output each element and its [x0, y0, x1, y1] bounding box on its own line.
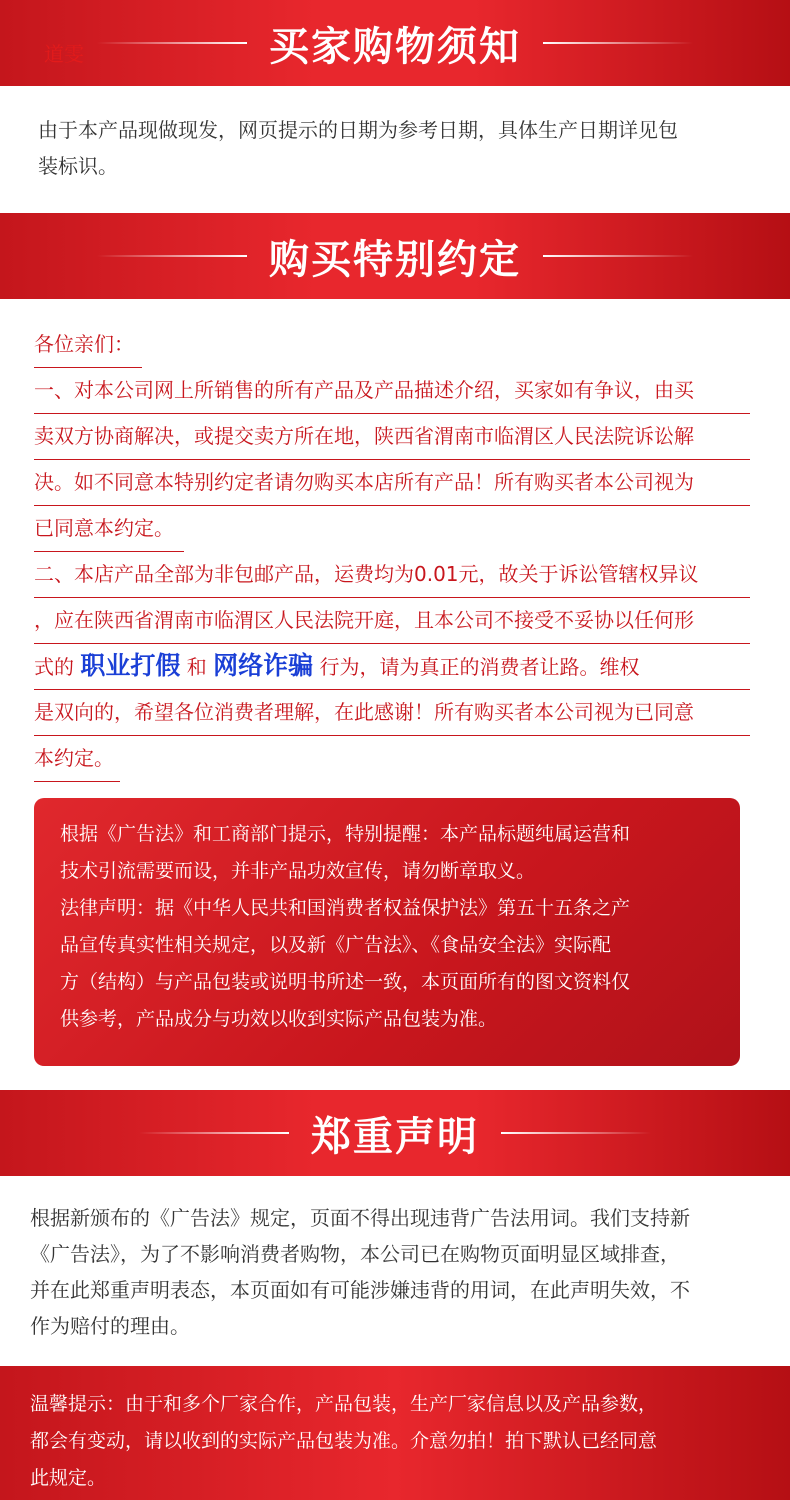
- agreement-line: ，应在陕西省渭南市临渭区人民法院开庭，且本公司不接受不妥协以任何形: [34, 598, 750, 644]
- notice-line: 装标识。: [38, 154, 118, 178]
- brand-stamp: 道雯: [44, 42, 84, 66]
- banner-divider-right: [543, 42, 693, 44]
- text-suffix: 行为，请为真正的消费者让路。维权: [319, 655, 640, 679]
- agreement-line: 已同意本约定。: [34, 506, 184, 552]
- text-and: 和: [186, 655, 207, 679]
- statement-line: 作为赔付的理由。: [30, 1314, 190, 1338]
- banner-title: 购买特别约定: [269, 236, 521, 283]
- banner-divider-right: [501, 1132, 651, 1134]
- agreement-line-highlight: [34, 644, 750, 690]
- legal-line: 供参考，产品成分与功效以收到实际产品包装为准。: [60, 1008, 498, 1030]
- legal-line: 根据《广告法》和工商部门提示，特别提醒：本产品标题纯属运营和: [60, 823, 631, 845]
- statement-text: [30, 1200, 690, 1344]
- legal-line: 品宣传真实性相关规定，以及新《广告法》、《食品安全法》实际配: [60, 934, 612, 956]
- banner-special-agreement: [0, 213, 790, 299]
- warm-tip-footer: [0, 1366, 790, 1500]
- highlight-professional-counterfeit: 职业打假: [80, 651, 181, 680]
- agreement-line: 卖双方协商解决，或提交卖方所在地，陕西省渭南市临渭区人民法院诉讼解: [34, 414, 750, 460]
- tip-line: 都会有变动，请以收到的实际产品包装为准。介意勿拍！拍下默认已经同意: [30, 1430, 658, 1452]
- legal-line: 技术引流需要而设，并非产品功效宣传，请勿断章取义。: [60, 860, 536, 882]
- legal-line: 法律声明：据《中华人民共和国消费者权益保护法》第五十五条之产: [60, 897, 631, 919]
- tip-line: 此规定。: [30, 1467, 107, 1489]
- statement-line: 并在此郑重声明表态，本页面如有可能涉嫌违背的用词，在此声明失效，不: [30, 1278, 690, 1302]
- legal-line: 方（结构）与产品包装或说明书所述一致，本页面所有的图文资料仅: [60, 971, 631, 993]
- notice-line: 由于本产品现做现发，网页提示的日期为参考日期，具体生产日期详见包: [38, 118, 678, 142]
- agreement-line: 一、对本公司网上所销售的所有产品及产品描述介绍，买家如有争议，由买: [34, 368, 750, 414]
- agreement-line: 决。如不同意本特别约定者请勿购买本店所有产品！所有购买者本公司视为: [34, 460, 750, 506]
- agreement-text: [34, 322, 750, 782]
- highlight-online-fraud: 网络诈骗: [213, 651, 314, 680]
- legal-notice-box: [34, 798, 740, 1066]
- banner-divider-right: [543, 255, 693, 257]
- agreement-line: 是双向的，希望各位消费者理解，在此感谢！所有购买者本公司视为已同意: [34, 690, 750, 736]
- shopping-notice-text: [38, 112, 678, 184]
- text-prefix: 式的: [34, 655, 74, 679]
- agreement-line: 二、本店产品全部为非包邮产品，运费均为0.01元，故关于诉讼管辖权异议: [34, 552, 750, 598]
- banner-shopping-notice: [0, 0, 790, 86]
- tip-line: 温馨提示：由于和多个厂家合作，产品包装，生产厂家信息以及产品参数，: [30, 1393, 658, 1415]
- greeting: 各位亲们：: [34, 322, 142, 368]
- statement-line: 《广告法》，为了不影响消费者购物，本公司已在购物页面明显区域排查，: [30, 1242, 680, 1266]
- agreement-line: 本约定。: [34, 736, 120, 782]
- statement-line: 根据新颁布的《广告法》规定，页面不得出现违背广告法用词。我们支持新: [30, 1206, 690, 1230]
- banner-divider-left: [97, 42, 247, 44]
- banner-divider-left: [139, 1132, 289, 1134]
- banner-title: 买家购物须知: [269, 23, 521, 70]
- banner-solemn-statement: [0, 1090, 790, 1176]
- banner-divider-left: [97, 255, 247, 257]
- banner-title: 郑重声明: [311, 1113, 479, 1160]
